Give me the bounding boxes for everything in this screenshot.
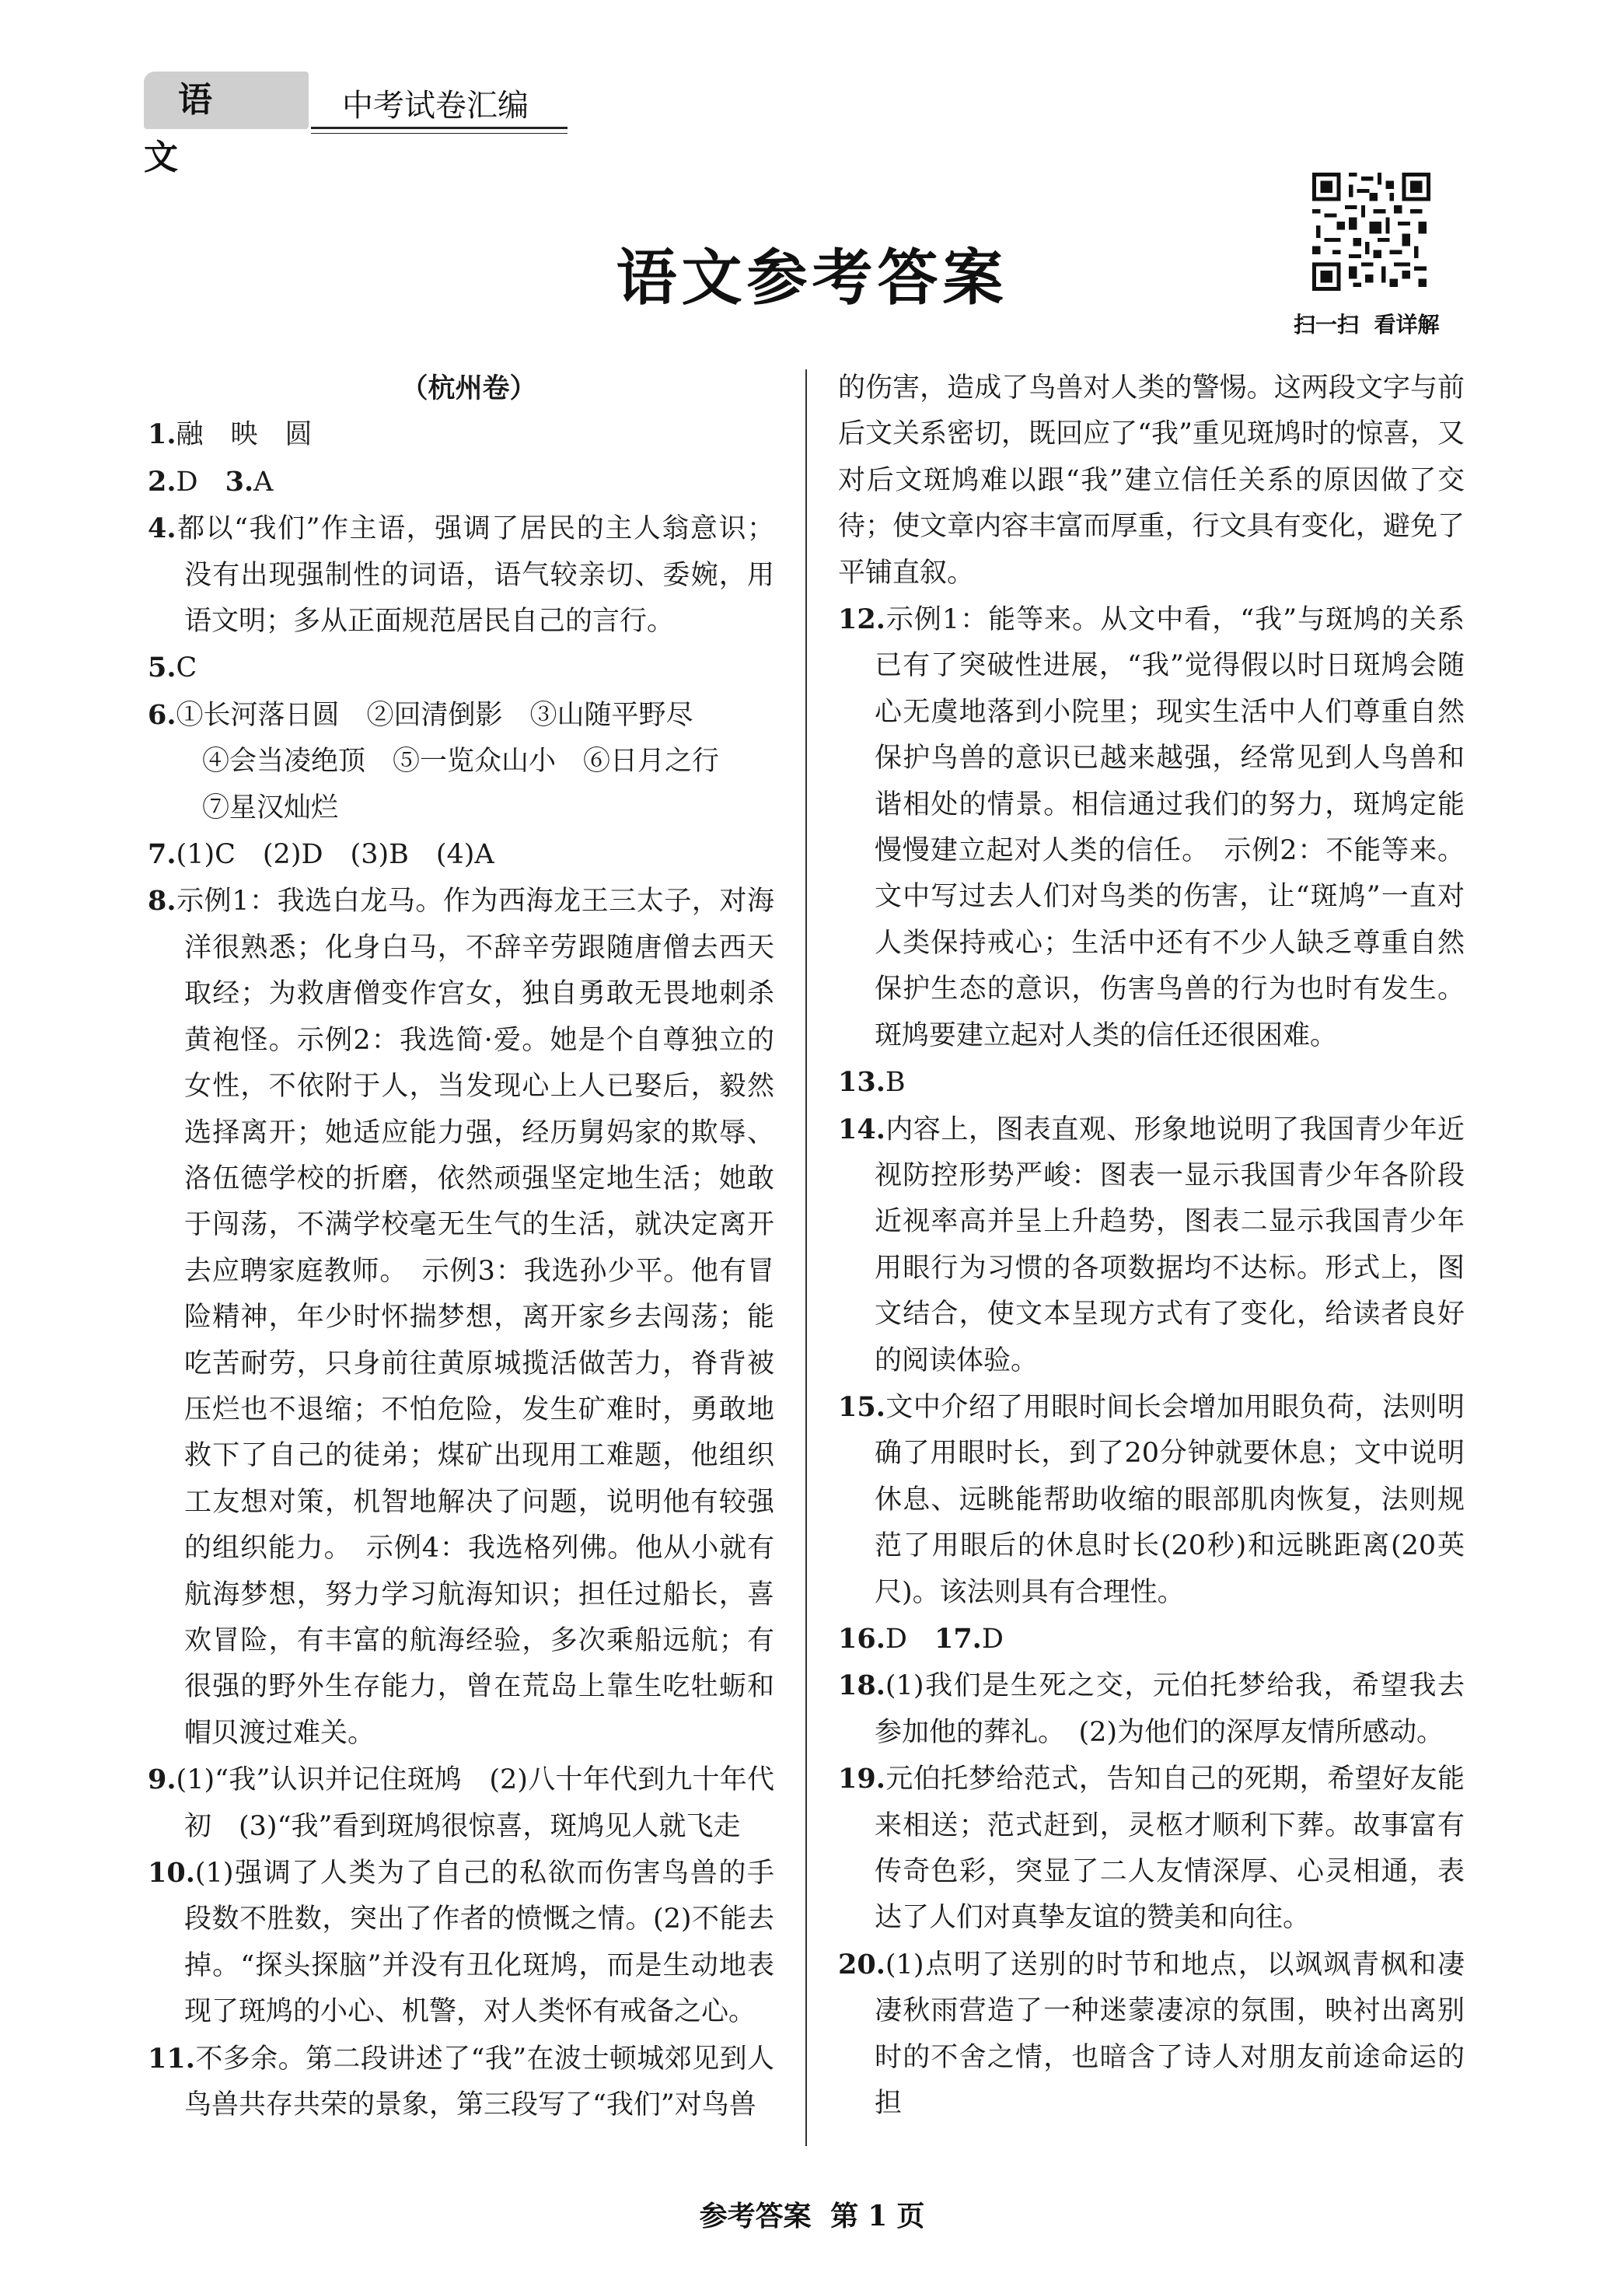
- question-number: 17.: [934, 1622, 982, 1655]
- question-number: 2.: [148, 465, 176, 498]
- question-number: 3.: [225, 465, 254, 498]
- answer-text: (1)“我”认识并记住斑鸠 (2)八十年代到九十年代初 (3)“我”看到斑鸠很惊喜，斑鸠见人就飞走: [176, 1764, 774, 1842]
- answer-item: [148, 645, 774, 691]
- answer-text: 元伯托梦给范式，告知自己的死期，希望好友能来相送；范式赶到，灵柩才顺利下葬。故事富有传奇色彩，突显了二人友情深厚、心灵相通，表达了人们对真挚友谊的赞美和向往。: [875, 1764, 1465, 1934]
- answer-text: 都以“我们”作主语，强调了居民的主人翁意识；没有出现强制性的词语，语气较亲切、委婉，用语文明；多从正面规范居民自己的言行。: [176, 513, 774, 638]
- question-number: 13.: [838, 1066, 885, 1099]
- answer-text: A: [253, 466, 274, 498]
- answer-text: 不多余。第二段讲述了“我”在波士顿城郊见到人鸟兽共存共荣的景象，第三段写了“我们”对鸟兽: [184, 2043, 774, 2121]
- question-number: 5.: [148, 652, 176, 684]
- answer-text: 融 映 圆: [176, 419, 313, 451]
- question-number: 10.: [148, 1857, 195, 1889]
- answer-item: [838, 1059, 1465, 1106]
- answer-text: ①长河落日圆 ②回清倒影 ③山随平野尽: [176, 699, 693, 731]
- page-title: 语文参考答案: [616, 243, 1008, 313]
- subject-badge: 语文: [144, 72, 309, 129]
- answer-item: [838, 1662, 1465, 1756]
- page-footer: [0, 2194, 1624, 2234]
- question-number: 19.: [838, 1763, 885, 1795]
- question-number: 7.: [148, 838, 176, 871]
- answer-text: (1)点明了送别的时节和地点，以飒飒青枫和凄凄秋雨营造了一种迷蒙凄凉的氛围，映衬出离别时的不舍之情，也暗含了诗人对朋友前途命运的担: [875, 1949, 1465, 2120]
- answer-text: (1)我们是生死之交，元伯托梦给我，希望我去参加他的葬礼。 (2)为他们的深厚友情所感动。: [875, 1670, 1465, 1748]
- answer-text: 文中介绍了用眼时间长会增加用眼负荷，法则明确了用眼时长，到了20分钟就要休息；文中说明休息、远眺能帮助收缩的眼部肌肉恢复，法则规范了用眼后的休息时长(20秒)和远眺距离(20英尺)。该法则具有合理性。: [875, 1391, 1465, 1608]
- answer-continuation: ⑦星汉灿烂: [148, 792, 339, 823]
- footer-page-number: 1: [868, 2200, 888, 2232]
- section-heading: （杭州卷）: [400, 372, 537, 404]
- answer-item: [838, 1107, 1465, 1384]
- answer-item: [148, 831, 774, 878]
- question-number: 15.: [838, 1390, 885, 1423]
- answer-item: [838, 1384, 1465, 1616]
- question-number: 12.: [838, 603, 885, 636]
- footer-label: 参考答案: [699, 2200, 812, 2232]
- answer-text: C: [176, 652, 197, 684]
- answer-item: [148, 878, 774, 1757]
- qr-code-icon: [1312, 173, 1430, 291]
- answer-item: [148, 2036, 774, 2129]
- question-number: 20.: [838, 1948, 885, 1981]
- answer-text: B: [885, 1067, 906, 1099]
- answer-item: [838, 1756, 1465, 1942]
- answer-item: [838, 1616, 1465, 1662]
- answer-item: [148, 411, 774, 458]
- book-subtitle: 中考试卷汇编: [342, 88, 529, 124]
- question-number: 18.: [838, 1669, 885, 1702]
- header-rule: [311, 127, 568, 129]
- answer-text: 示例1：能等来。从文中看，“我”与斑鸠的关系已有了突破性进展，“我”觉得假以时日斑鸠会随心无虞地落到小院里；现实生活中人们尊重自然保护鸟兽的意识已越来越强，经常见到人鸟兽和谐相处的情景。相信通过我们的努力，斑鸠定能慢慢建立起对人类的信任。 示例2：不能等来。文中写过去人们对鸟类的伤害，让“斑鸠”一直对人类保持戒心；生活中还有不少人缺乏尊重自然保护生态的意识，伤害鸟兽的行为也时有发生。斑鸠要建立起对人类的信任还很困难。: [875, 604, 1465, 1051]
- question-number: 11.: [148, 2042, 195, 2075]
- answer-continuation: 的伤害，造成了鸟兽对人类的警惕。这两段文字与前后文关系密切，既回应了“我”重见斑鸠时的惊喜，又对后文斑鸠难以跟“我”建立信任关系的原因做了交待；使文章内容丰富而厚重，行文具有变化，避免了平铺直叙。: [838, 372, 1465, 589]
- question-number: 4.: [148, 512, 176, 545]
- answer-item: [148, 505, 774, 645]
- answer-item: [148, 1757, 774, 1850]
- right-column: [838, 365, 1465, 2127]
- footer-page-suffix: 页: [896, 2200, 925, 2232]
- question-number: 1.: [148, 418, 176, 451]
- answer-text: D: [981, 1623, 1004, 1655]
- left-column: [148, 365, 774, 2128]
- qr-caption: 扫一扫 看详解: [1294, 312, 1440, 337]
- answer-item: [148, 459, 774, 505]
- answer-item: [838, 596, 1465, 1059]
- answer-item: [838, 1942, 1465, 2127]
- answer-text: D: [885, 1623, 934, 1655]
- footer-page-prefix: 第: [830, 2200, 859, 2232]
- answer-text: 内容上，图表直观、形象地说明了我国青少年近视防控形势严峻：图表一显示我国青少年各阶段近视率高并呈上升趋势，图表二显示我国青少年用眼行为习惯的各项数据均不达标。形式上，图文结合，使文本呈现方式有了变化，给读者良好的阅读体验。: [875, 1114, 1465, 1376]
- answer-text: (1)强调了人类为了自己的私欲而伤害鸟兽的手段数不胜数，突出了作者的愤慨之情。(2)不能去掉。“探头探脑”并没有丑化斑鸠，而是生动地表现了斑鸠的小心、机警，对人类怀有戒备之心。: [184, 1858, 774, 2028]
- question-number: 9.: [148, 1764, 176, 1796]
- answer-continuation: ④会当凌绝顶 ⑤一览众山小 ⑥日月之行: [148, 746, 720, 778]
- answer-text: D: [176, 466, 225, 498]
- column-divider: [805, 369, 807, 2146]
- question-number: 14.: [838, 1113, 885, 1145]
- header-rule-thin: [311, 133, 568, 134]
- answer-text: 示例1：我选白龙马。作为西海龙王三太子，对海洋很熟悉；化身白马，不辞辛劳跟随唐僧去西天取经；为救唐僧变作宫女，独自勇敢无畏地刺杀黄袍怪。示例2：我选简·爱。她是个自尊独立的女性，不依附于人，当发现心上人已娶后，毅然选择离开；她适应能力强，经历舅妈家的欺辱、洛伍德学校的折磨，依然顽强坚定地生活；她敢于闯荡，不满学校毫无生气的生活，就决定离开去应聘家庭教师。 示例3：我选孙少平。他有冒险精神，年少时怀揣梦想，离开家乡去闯荡；能吃苦耐劳，只身前往黄原城揽活做苦力，脊背被压烂也不退缩；不怕危险，发生矿难时，勇敢地救下了自己的徒弟；煤矿出现用工难题，他组织工友想对策，机智地解决了问题，说明他有较强的组织能力。 示例4：我选格列佛。他从小就有航海梦想，努力学习航海知识；担任过船长，喜欢冒险，有丰富的航海经验，多次乘船远航；有很强的野外生存能力，曾在荒岛上靠生吃牡蛎和帽贝渡过难关。: [176, 886, 774, 1749]
- answer-item: [148, 692, 774, 739]
- answer-item: [148, 1850, 774, 2036]
- question-number: 8.: [148, 885, 176, 918]
- answer-text: (1)C (2)D (3)B (4)A: [176, 839, 494, 871]
- question-number: 6.: [148, 698, 176, 731]
- question-number: 16.: [838, 1622, 885, 1655]
